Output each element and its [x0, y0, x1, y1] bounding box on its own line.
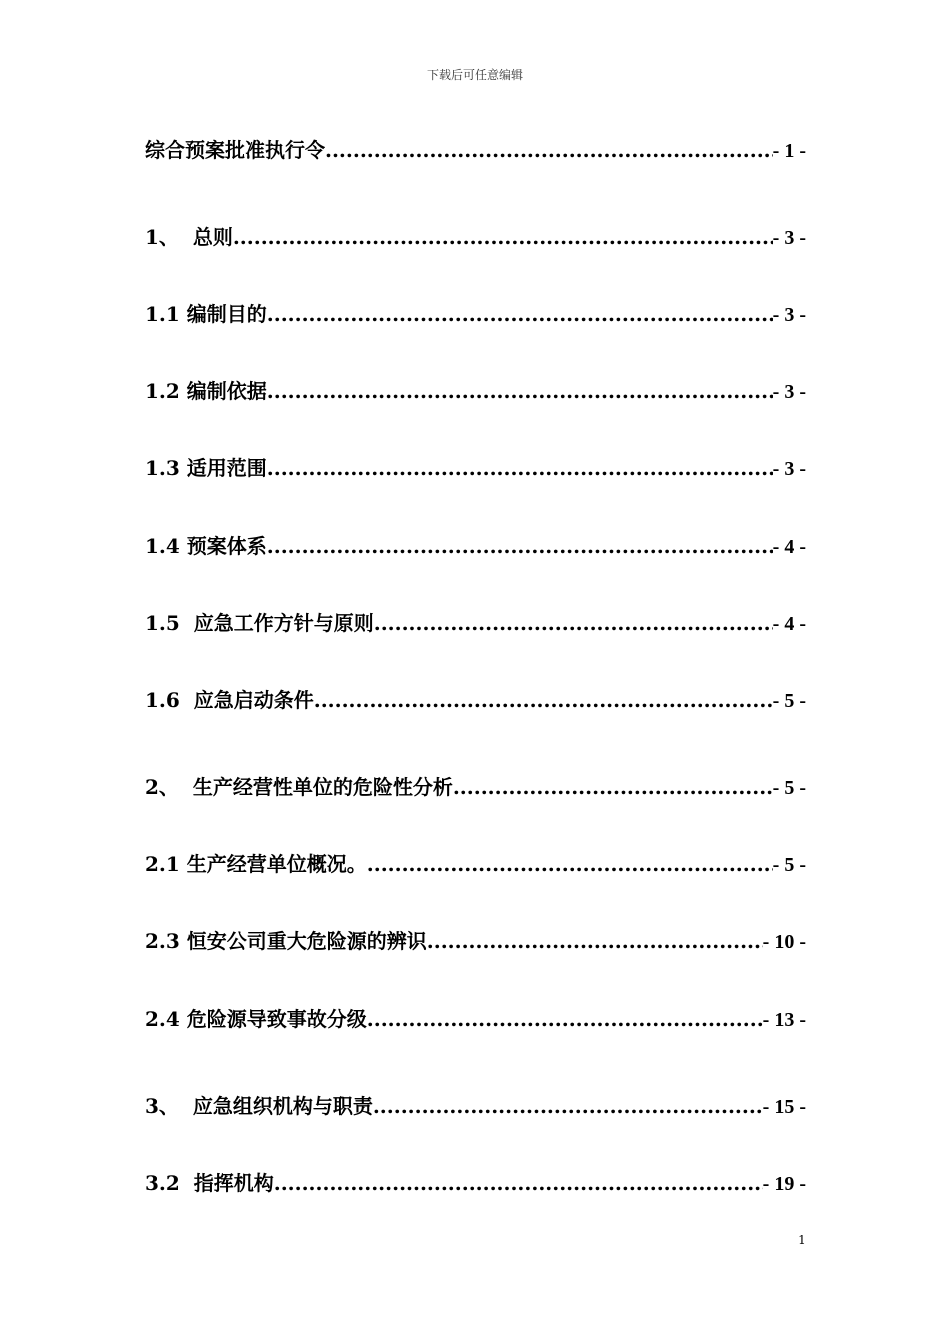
toc-entry[interactable] — [145, 1091, 806, 1121]
page-number: 1 — [798, 1233, 806, 1247]
toc-entry[interactable] — [145, 772, 806, 802]
toc-entry-title: 2.3 恒安公司重大危险源的辨识 — [145, 929, 427, 953]
toc-leader-dots — [267, 531, 773, 561]
toc-entry-page: - 4 - — [772, 536, 806, 558]
toc-entry-page: - 5 - — [772, 777, 806, 799]
toc-leader-dots — [233, 222, 773, 252]
toc-entry[interactable] — [145, 849, 806, 879]
toc-entry-page: - 3 - — [772, 227, 806, 249]
toc-entry-title: 3.2 指挥机构 — [145, 1171, 274, 1195]
toc-entry-page: - 5 - — [772, 690, 806, 712]
toc-entry-page: - 10 - — [762, 931, 806, 953]
toc-leader-dots — [325, 135, 773, 165]
toc-entry-title: 1.4 预案体系 — [145, 534, 267, 558]
toc-leader-dots — [367, 849, 773, 879]
toc-entry[interactable] — [145, 1004, 806, 1034]
toc-entry[interactable] — [145, 531, 806, 561]
toc-entry[interactable] — [145, 376, 806, 406]
toc-entry[interactable] — [145, 685, 806, 715]
toc-entry-title: 1.1 编制目的 — [145, 302, 267, 326]
toc-entry-title: 2.1 生产经营单位概况。 — [145, 852, 367, 876]
toc-entry[interactable] — [145, 299, 806, 329]
toc-entry-page: - 4 - — [772, 613, 806, 635]
toc-entry-page: - 1 - — [772, 140, 806, 162]
toc-entry[interactable] — [145, 135, 806, 165]
toc-entry-page: - 19 - — [762, 1173, 806, 1195]
toc-entry-title: 1.2 编制依据 — [145, 379, 267, 403]
toc-entry-title: 2、 生产经营性单位的危险性分析 — [145, 775, 453, 799]
toc-leader-dots — [314, 685, 773, 715]
toc-entry[interactable] — [145, 608, 806, 638]
toc-leader-dots — [267, 376, 773, 406]
toc-entry[interactable] — [145, 926, 806, 956]
toc-entry-page: - 5 - — [772, 854, 806, 876]
toc-entry-page: - 15 - — [762, 1096, 806, 1118]
toc-leader-dots — [374, 608, 773, 638]
toc-leader-dots — [453, 772, 773, 802]
toc-entry-page: - 13 - — [762, 1009, 806, 1031]
toc-entry-title: 1.6 应急启动条件 — [145, 688, 314, 712]
toc-leader-dots — [373, 1091, 763, 1121]
toc-entry-page: - 3 - — [772, 304, 806, 326]
toc-entry[interactable] — [145, 222, 806, 252]
toc-leader-dots — [267, 299, 773, 329]
toc-leader-dots — [427, 926, 763, 956]
toc-entry[interactable] — [145, 1168, 806, 1198]
toc-entry[interactable] — [145, 453, 806, 483]
toc-entry-title: 1、 总则 — [145, 225, 233, 249]
page-header: 下载后可任意编辑 — [426, 68, 523, 82]
toc-entry-title: 综合预案批准执行令 — [145, 138, 325, 162]
toc-entry-title: 1.3 适用范围 — [145, 456, 267, 480]
toc-entry-page: - 3 - — [772, 458, 806, 480]
toc-leader-dots — [367, 1004, 763, 1034]
toc-entry-title: 1.5 应急工作方针与原则 — [145, 611, 374, 635]
toc-entry-page: - 3 - — [772, 381, 806, 403]
toc-entry-title: 3、 应急组织机构与职责 — [145, 1094, 373, 1118]
toc-entry-title: 2.4 危险源导致事故分级 — [145, 1007, 367, 1031]
toc-leader-dots — [274, 1168, 763, 1198]
toc-leader-dots — [267, 453, 773, 483]
